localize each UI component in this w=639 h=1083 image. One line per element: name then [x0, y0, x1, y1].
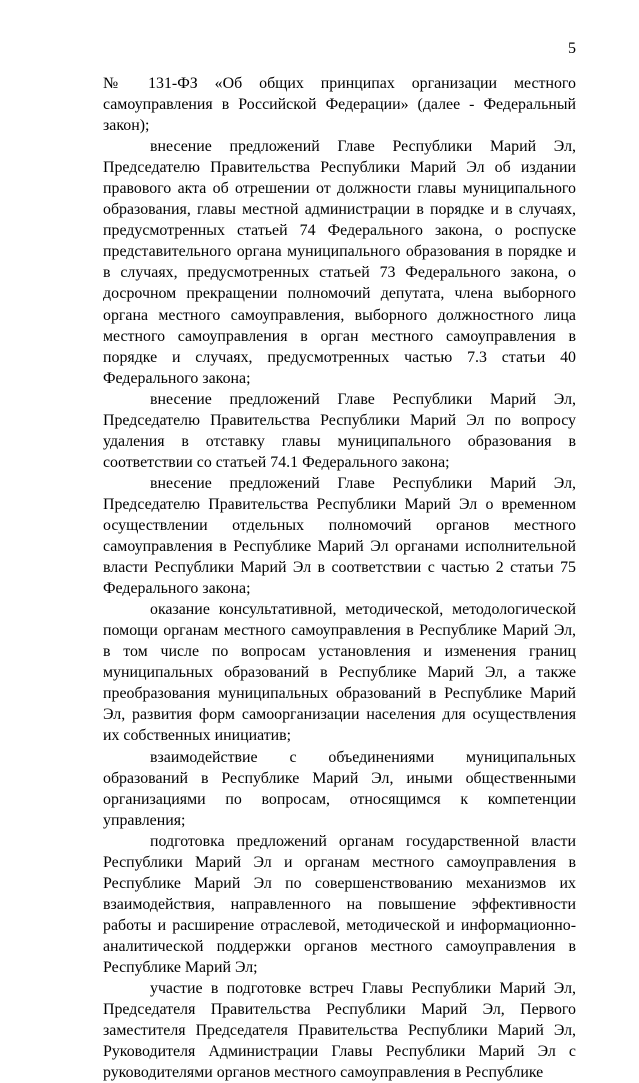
paragraph-law-reference: № 131-ФЗ «Об общих принципах организации местного самоуправления в Российской Федерации» (далее - Федеральный закон);: [103, 75, 576, 135]
paragraph-interaction-associations: взаимодействие с объединениями муниципальных образований в Республике Марий Эл, иными общественными организациями по вопросам, относящимся к компетенции управления;: [103, 748, 576, 829]
paragraph-improvement-proposals: подготовка предложений органам государственной власти Республики Марий Эл и органам местного самоуправления в Республике Марий Эл по совершенствованию механизмов их взаимодействия, направленного на повышение эффективности работы и расширение отраслевой, методической и информационно-аналитической поддержки органов местного самоуправления в Республике Марий Эл;: [103, 832, 576, 976]
page-number: 5: [568, 40, 576, 57]
paragraph-consulting-assistance: оказание консультативной, методической, методологической помощи органам местного самоуправления в Республике Марий Эл, в том числе по вопросам установления и изменения границ муниципальных образований в Республике Марий Эл, а также преобразования муниципальных образований в Республике Марий Эл, развития форм самоорганизации населения для осуществления их собственных инициатив;: [103, 601, 576, 745]
document-body: [103, 73, 576, 1083]
paragraph-meetings-preparation: участие в подготовке встреч Главы Республики Марий Эл, Председателя Правительства Республики Марий Эл, Первого заместителя Председателя Правительства Республики Марий Эл, Руководителя Администрации Главы Республики Марий Эл с руководителями органов местного самоуправления в Республике: [103, 980, 576, 1082]
paragraph-dismissal-proposals: внесение предложений Главе Республики Марий Эл, Председателю Правительства Республики Марий Эл об издании правового акта об отрешении от должности главы муниципального образования, главы местной администрации в порядке и в случаях, предусмотренных статьей 74 Федерального закона, о роспуске представительного органа муниципального образования в порядке и в случаях, предусмотренных статьей 73 Федерального закона, о досрочном прекращении полномочий депутата, члена выборного органа местного самоуправления, выборного должностного лица местного самоуправления в орган местного самоуправления в порядке и случаях, предусмотренных частью 7.3 статьи 40 Федерального закона;: [103, 138, 576, 387]
paragraph-resignation-proposals: внесение предложений Главе Республики Марий Эл, Председателю Правительства Республики Марий Эл по вопросу удаления в отставку главы муниципального образования в соответствии со статьей 74.1 Федерального закона;: [103, 390, 576, 471]
paragraph-temporary-powers: внесение предложений Главе Республики Марий Эл, Председателю Правительства Республики Марий Эл о временном осуществлении отдельных полномочий органов местного самоуправления в Республике Марий Эл органами исполнительной власти Республики Марий Эл в соответствии с частью 2 статьи 75 Федерального закона;: [103, 474, 576, 598]
